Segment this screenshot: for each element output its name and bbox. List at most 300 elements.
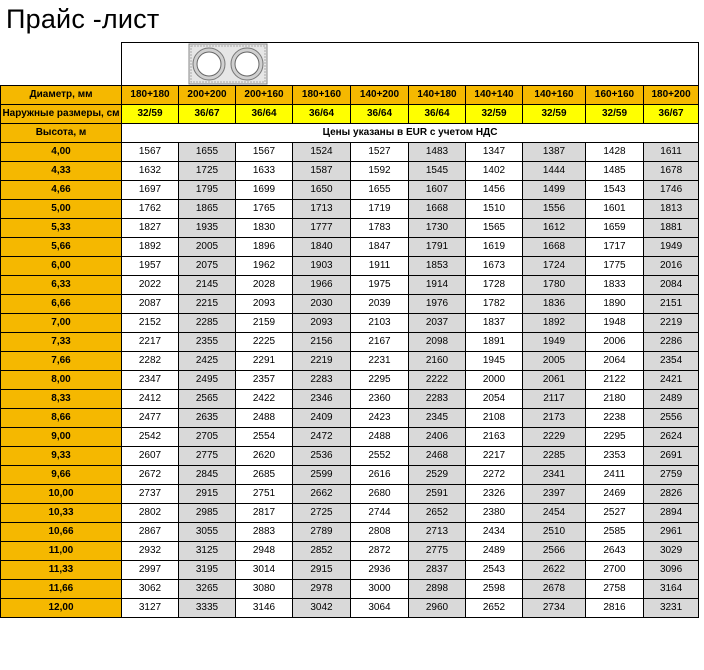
price-cell: 2624 bbox=[644, 428, 699, 447]
price-cell: 1668 bbox=[523, 238, 586, 257]
price-cell: 1567 bbox=[122, 143, 179, 162]
price-cell: 2620 bbox=[236, 447, 293, 466]
price-cell: 2556 bbox=[644, 409, 699, 428]
price-cell: 2283 bbox=[409, 390, 466, 409]
price-cell: 2883 bbox=[236, 523, 293, 542]
height-cell: 7,00 bbox=[1, 314, 122, 333]
height-cell: 8,33 bbox=[1, 390, 122, 409]
price-cell: 1836 bbox=[523, 295, 586, 314]
price-cell: 2872 bbox=[351, 542, 409, 561]
price-cell: 2759 bbox=[644, 466, 699, 485]
price-cell: 2093 bbox=[236, 295, 293, 314]
price-cell: 1655 bbox=[351, 181, 409, 200]
price-cell: 2215 bbox=[179, 295, 236, 314]
price-cell: 1510 bbox=[466, 200, 523, 219]
price-cell: 1892 bbox=[523, 314, 586, 333]
price-cell: 1949 bbox=[644, 238, 699, 257]
height-cell: 8,00 bbox=[1, 371, 122, 390]
price-cell: 1659 bbox=[586, 219, 644, 238]
price-cell: 1976 bbox=[409, 295, 466, 314]
price-cell: 1791 bbox=[409, 238, 466, 257]
table-row bbox=[1, 352, 699, 371]
price-cell: 2163 bbox=[466, 428, 523, 447]
price-cell: 1428 bbox=[586, 143, 644, 162]
price-cell: 1837 bbox=[466, 314, 523, 333]
price-cell: 2622 bbox=[523, 561, 586, 580]
price-cell: 3064 bbox=[351, 599, 409, 618]
price-cell: 3000 bbox=[351, 580, 409, 599]
price-cell: 1499 bbox=[523, 181, 586, 200]
table-row bbox=[1, 371, 699, 390]
price-cell: 2061 bbox=[523, 371, 586, 390]
price-cell: 2725 bbox=[293, 504, 351, 523]
height-cell: 8,66 bbox=[1, 409, 122, 428]
price-cell: 1777 bbox=[293, 219, 351, 238]
price-cell: 3335 bbox=[179, 599, 236, 618]
diameter-label: Диаметр, мм bbox=[1, 86, 122, 105]
price-cell: 1827 bbox=[122, 219, 179, 238]
price-cell: 2552 bbox=[351, 447, 409, 466]
column-size: 32/59 bbox=[466, 105, 523, 124]
height-cell: 10,33 bbox=[1, 504, 122, 523]
table-row bbox=[1, 523, 699, 542]
price-cell: 2802 bbox=[122, 504, 179, 523]
price-cell: 2737 bbox=[122, 485, 179, 504]
price-cell: 3164 bbox=[644, 580, 699, 599]
price-cell: 2468 bbox=[409, 447, 466, 466]
price-cell: 2635 bbox=[179, 409, 236, 428]
height-cell: 4,66 bbox=[1, 181, 122, 200]
column-size: 36/64 bbox=[236, 105, 293, 124]
price-cell: 2360 bbox=[351, 390, 409, 409]
price-cell: 2454 bbox=[523, 504, 586, 523]
price-cell: 1678 bbox=[644, 162, 699, 181]
price-cell: 1543 bbox=[586, 181, 644, 200]
price-cell: 1975 bbox=[351, 276, 409, 295]
price-cell: 2411 bbox=[586, 466, 644, 485]
price-cell: 2345 bbox=[409, 409, 466, 428]
price-cell: 2054 bbox=[466, 390, 523, 409]
price-cell: 2291 bbox=[236, 352, 293, 371]
price-cell: 2529 bbox=[409, 466, 466, 485]
price-cell: 2005 bbox=[523, 352, 586, 371]
image-row bbox=[1, 43, 699, 86]
price-cell: 1612 bbox=[523, 219, 586, 238]
table-row bbox=[1, 390, 699, 409]
price-cell: 2566 bbox=[523, 542, 586, 561]
height-header-row bbox=[1, 124, 699, 143]
price-cell: 2495 bbox=[179, 371, 236, 390]
price-cell: 2808 bbox=[351, 523, 409, 542]
table-row bbox=[1, 409, 699, 428]
price-cell: 2845 bbox=[179, 466, 236, 485]
price-cell: 1935 bbox=[179, 219, 236, 238]
price-cell: 1813 bbox=[644, 200, 699, 219]
price-cell: 2093 bbox=[293, 314, 351, 333]
price-cell: 2219 bbox=[293, 352, 351, 371]
price-cell: 1545 bbox=[409, 162, 466, 181]
height-cell: 10,66 bbox=[1, 523, 122, 542]
column-diameter: 180+200 bbox=[644, 86, 699, 105]
price-cell: 2565 bbox=[179, 390, 236, 409]
price-cell: 2685 bbox=[236, 466, 293, 485]
price-cell: 1890 bbox=[586, 295, 644, 314]
price-cell: 2510 bbox=[523, 523, 586, 542]
table-row bbox=[1, 314, 699, 333]
price-cell: 2816 bbox=[586, 599, 644, 618]
price-cell: 1611 bbox=[644, 143, 699, 162]
price-cell: 2122 bbox=[586, 371, 644, 390]
column-size: 32/59 bbox=[122, 105, 179, 124]
table-row bbox=[1, 428, 699, 447]
price-cell: 2159 bbox=[236, 314, 293, 333]
price-cell: 2932 bbox=[122, 542, 179, 561]
price-cell: 1673 bbox=[466, 257, 523, 276]
height-cell: 6,66 bbox=[1, 295, 122, 314]
price-cell: 1387 bbox=[523, 143, 586, 162]
price-cell: 2397 bbox=[523, 485, 586, 504]
price-cell: 2554 bbox=[236, 428, 293, 447]
price-cell: 2225 bbox=[236, 333, 293, 352]
price-cell: 1881 bbox=[644, 219, 699, 238]
price-cell: 2817 bbox=[236, 504, 293, 523]
price-cell: 2406 bbox=[409, 428, 466, 447]
price-cell: 1746 bbox=[644, 181, 699, 200]
price-cell: 2028 bbox=[236, 276, 293, 295]
price-cell: 2852 bbox=[293, 542, 351, 561]
price-cell: 2488 bbox=[351, 428, 409, 447]
price-cell: 2037 bbox=[409, 314, 466, 333]
price-cell: 1911 bbox=[351, 257, 409, 276]
table-row bbox=[1, 333, 699, 352]
price-cell: 2434 bbox=[466, 523, 523, 542]
price-cell: 1892 bbox=[122, 238, 179, 257]
table-row bbox=[1, 580, 699, 599]
price-cell: 2355 bbox=[179, 333, 236, 352]
price-cell: 2016 bbox=[644, 257, 699, 276]
price-cell: 2087 bbox=[122, 295, 179, 314]
price-cell: 2915 bbox=[293, 561, 351, 580]
price-cell: 1966 bbox=[293, 276, 351, 295]
price-cell: 3146 bbox=[236, 599, 293, 618]
price-cell: 1914 bbox=[409, 276, 466, 295]
column-size: 36/67 bbox=[644, 105, 699, 124]
price-cell: 2643 bbox=[586, 542, 644, 561]
column-size: 32/59 bbox=[586, 105, 644, 124]
price-cell: 2961 bbox=[644, 523, 699, 542]
price-cell: 2775 bbox=[179, 447, 236, 466]
price-cell: 1527 bbox=[351, 143, 409, 162]
price-cell: 2978 bbox=[293, 580, 351, 599]
price-cell: 2156 bbox=[293, 333, 351, 352]
price-cell: 2151 bbox=[644, 295, 699, 314]
price-cell: 2409 bbox=[293, 409, 351, 428]
height-label: Высота, м bbox=[1, 124, 122, 143]
price-cell: 2423 bbox=[351, 409, 409, 428]
price-cell: 2758 bbox=[586, 580, 644, 599]
price-cell: 2160 bbox=[409, 352, 466, 371]
column-diameter: 200+200 bbox=[179, 86, 236, 105]
price-cell: 2585 bbox=[586, 523, 644, 542]
price-cell: 2826 bbox=[644, 485, 699, 504]
table-row bbox=[1, 162, 699, 181]
price-cell: 2231 bbox=[351, 352, 409, 371]
price-cell: 2380 bbox=[466, 504, 523, 523]
price-cell: 1524 bbox=[293, 143, 351, 162]
price-cell: 2948 bbox=[236, 542, 293, 561]
price-cell: 1891 bbox=[466, 333, 523, 352]
price-cell: 1483 bbox=[409, 143, 466, 162]
price-cell: 1601 bbox=[586, 200, 644, 219]
price-cell: 2607 bbox=[122, 447, 179, 466]
price-cell: 2422 bbox=[236, 390, 293, 409]
height-cell: 7,33 bbox=[1, 333, 122, 352]
price-cell: 1865 bbox=[179, 200, 236, 219]
price-cell: 3042 bbox=[293, 599, 351, 618]
price-cell: 2064 bbox=[586, 352, 644, 371]
price-cell: 2039 bbox=[351, 295, 409, 314]
price-cell: 2960 bbox=[409, 599, 466, 618]
price-cell: 1949 bbox=[523, 333, 586, 352]
column-diameter: 140+140 bbox=[466, 86, 523, 105]
price-cell: 3127 bbox=[122, 599, 179, 618]
price-cell: 2167 bbox=[351, 333, 409, 352]
price-cell: 1728 bbox=[466, 276, 523, 295]
price-cell: 1556 bbox=[523, 200, 586, 219]
price-cell: 2219 bbox=[644, 314, 699, 333]
height-cell: 11,00 bbox=[1, 542, 122, 561]
price-cell: 1719 bbox=[351, 200, 409, 219]
price-cell: 2536 bbox=[293, 447, 351, 466]
price-cell: 1565 bbox=[466, 219, 523, 238]
price-cell: 1592 bbox=[351, 162, 409, 181]
column-diameter: 140+160 bbox=[523, 86, 586, 105]
height-cell: 9,33 bbox=[1, 447, 122, 466]
price-cell: 2272 bbox=[466, 466, 523, 485]
price-cell: 2616 bbox=[351, 466, 409, 485]
price-cell: 2985 bbox=[179, 504, 236, 523]
column-diameter: 200+160 bbox=[236, 86, 293, 105]
price-cell: 2152 bbox=[122, 314, 179, 333]
corner-blank bbox=[1, 43, 122, 86]
price-table bbox=[0, 42, 699, 618]
table-row bbox=[1, 200, 699, 219]
price-cell: 2488 bbox=[236, 409, 293, 428]
price-cell: 2489 bbox=[466, 542, 523, 561]
double-chimney-icon bbox=[188, 43, 268, 85]
table-row bbox=[1, 466, 699, 485]
price-cell: 2217 bbox=[122, 333, 179, 352]
price-cell: 3265 bbox=[179, 580, 236, 599]
height-cell: 4,33 bbox=[1, 162, 122, 181]
price-cell: 1783 bbox=[351, 219, 409, 238]
price-cell: 2543 bbox=[466, 561, 523, 580]
height-cell: 11,33 bbox=[1, 561, 122, 580]
price-cell: 3080 bbox=[236, 580, 293, 599]
price-cell: 2282 bbox=[122, 352, 179, 371]
height-cell: 9,00 bbox=[1, 428, 122, 447]
height-cell: 10,00 bbox=[1, 485, 122, 504]
price-cell: 2295 bbox=[586, 428, 644, 447]
price-cell: 2357 bbox=[236, 371, 293, 390]
price-cell: 2672 bbox=[122, 466, 179, 485]
price-cell: 1444 bbox=[523, 162, 586, 181]
price-cell: 2662 bbox=[293, 485, 351, 504]
table-row bbox=[1, 542, 699, 561]
column-size: 36/64 bbox=[409, 105, 466, 124]
column-size: 32/59 bbox=[523, 105, 586, 124]
price-cell: 2030 bbox=[293, 295, 351, 314]
price-cell: 1633 bbox=[236, 162, 293, 181]
column-diameter: 140+180 bbox=[409, 86, 466, 105]
price-cell: 1795 bbox=[179, 181, 236, 200]
price-cell: 2898 bbox=[409, 580, 466, 599]
product-image-cell bbox=[122, 43, 699, 86]
price-cell: 3195 bbox=[179, 561, 236, 580]
price-cell: 1962 bbox=[236, 257, 293, 276]
price-cell: 2117 bbox=[523, 390, 586, 409]
diameter-row bbox=[1, 86, 699, 105]
price-cell: 1650 bbox=[293, 181, 351, 200]
price-cell: 3055 bbox=[179, 523, 236, 542]
price-cell: 2713 bbox=[409, 523, 466, 542]
price-cell: 3029 bbox=[644, 542, 699, 561]
price-cell: 1945 bbox=[466, 352, 523, 371]
price-cell: 1347 bbox=[466, 143, 523, 162]
table-row bbox=[1, 447, 699, 466]
price-cell: 2098 bbox=[409, 333, 466, 352]
price-cell: 1724 bbox=[523, 257, 586, 276]
price-cell: 2700 bbox=[586, 561, 644, 580]
price-cell: 2283 bbox=[293, 371, 351, 390]
size-row bbox=[1, 105, 699, 124]
price-cell: 1896 bbox=[236, 238, 293, 257]
price-cell: 1697 bbox=[122, 181, 179, 200]
table-row bbox=[1, 295, 699, 314]
price-cell: 2867 bbox=[122, 523, 179, 542]
price-cell: 1587 bbox=[293, 162, 351, 181]
price-cell: 2789 bbox=[293, 523, 351, 542]
table-row bbox=[1, 181, 699, 200]
price-cell: 2005 bbox=[179, 238, 236, 257]
price-cell: 1632 bbox=[122, 162, 179, 181]
size-label: Наружные размеры, см bbox=[1, 105, 122, 124]
price-cell: 1830 bbox=[236, 219, 293, 238]
price-cell: 1775 bbox=[586, 257, 644, 276]
price-cell: 1765 bbox=[236, 200, 293, 219]
height-cell: 5,66 bbox=[1, 238, 122, 257]
price-cell: 2744 bbox=[351, 504, 409, 523]
price-cell: 1957 bbox=[122, 257, 179, 276]
price-cell: 1780 bbox=[523, 276, 586, 295]
price-cell: 1619 bbox=[466, 238, 523, 257]
height-cell: 9,66 bbox=[1, 466, 122, 485]
table-row bbox=[1, 238, 699, 257]
price-cell: 1717 bbox=[586, 238, 644, 257]
price-cell: 1840 bbox=[293, 238, 351, 257]
price-cell: 3014 bbox=[236, 561, 293, 580]
price-cell: 2173 bbox=[523, 409, 586, 428]
price-cell: 2472 bbox=[293, 428, 351, 447]
price-cell: 2894 bbox=[644, 504, 699, 523]
price-cell: 1485 bbox=[586, 162, 644, 181]
price-cell: 2734 bbox=[523, 599, 586, 618]
price-cell: 2599 bbox=[293, 466, 351, 485]
price-cell: 2598 bbox=[466, 580, 523, 599]
price-cell: 2527 bbox=[586, 504, 644, 523]
price-cell: 2691 bbox=[644, 447, 699, 466]
price-cell: 2353 bbox=[586, 447, 644, 466]
price-cell: 2542 bbox=[122, 428, 179, 447]
price-cell: 2238 bbox=[586, 409, 644, 428]
height-cell: 6,00 bbox=[1, 257, 122, 276]
price-cell: 2006 bbox=[586, 333, 644, 352]
price-cell: 1730 bbox=[409, 219, 466, 238]
table-row bbox=[1, 257, 699, 276]
price-cell: 1847 bbox=[351, 238, 409, 257]
price-cell: 2421 bbox=[644, 371, 699, 390]
column-size: 36/67 bbox=[179, 105, 236, 124]
price-cell: 2347 bbox=[122, 371, 179, 390]
price-cell: 1402 bbox=[466, 162, 523, 181]
price-cell: 2000 bbox=[466, 371, 523, 390]
price-cell: 1699 bbox=[236, 181, 293, 200]
column-diameter: 180+160 bbox=[293, 86, 351, 105]
price-cell: 1456 bbox=[466, 181, 523, 200]
price-cell: 1713 bbox=[293, 200, 351, 219]
table-row bbox=[1, 599, 699, 618]
price-cell: 2346 bbox=[293, 390, 351, 409]
price-cell: 1655 bbox=[179, 143, 236, 162]
price-cell: 1782 bbox=[466, 295, 523, 314]
price-cell: 3125 bbox=[179, 542, 236, 561]
price-cell: 1853 bbox=[409, 257, 466, 276]
price-cell: 2705 bbox=[179, 428, 236, 447]
price-cell: 1948 bbox=[586, 314, 644, 333]
column-diameter: 140+200 bbox=[351, 86, 409, 105]
price-cell: 2022 bbox=[122, 276, 179, 295]
price-cell: 2489 bbox=[644, 390, 699, 409]
price-cell: 3062 bbox=[122, 580, 179, 599]
price-cell: 2680 bbox=[351, 485, 409, 504]
table-row bbox=[1, 276, 699, 295]
table-row bbox=[1, 504, 699, 523]
price-cell: 1833 bbox=[586, 276, 644, 295]
price-cell: 2837 bbox=[409, 561, 466, 580]
price-cell: 2180 bbox=[586, 390, 644, 409]
table-row bbox=[1, 143, 699, 162]
table-row bbox=[1, 485, 699, 504]
price-cell: 2217 bbox=[466, 447, 523, 466]
price-cell: 2751 bbox=[236, 485, 293, 504]
column-diameter: 180+180 bbox=[122, 86, 179, 105]
price-cell: 1762 bbox=[122, 200, 179, 219]
price-cell: 1567 bbox=[236, 143, 293, 162]
price-cell: 2412 bbox=[122, 390, 179, 409]
height-cell: 7,66 bbox=[1, 352, 122, 371]
price-cell: 3231 bbox=[644, 599, 699, 618]
price-cell: 2775 bbox=[409, 542, 466, 561]
price-cell: 2286 bbox=[644, 333, 699, 352]
price-cell: 2425 bbox=[179, 352, 236, 371]
column-size: 36/64 bbox=[351, 105, 409, 124]
price-cell: 2591 bbox=[409, 485, 466, 504]
price-cell: 2477 bbox=[122, 409, 179, 428]
height-cell: 5,33 bbox=[1, 219, 122, 238]
price-cell: 2229 bbox=[523, 428, 586, 447]
height-cell: 5,00 bbox=[1, 200, 122, 219]
price-cell: 2341 bbox=[523, 466, 586, 485]
